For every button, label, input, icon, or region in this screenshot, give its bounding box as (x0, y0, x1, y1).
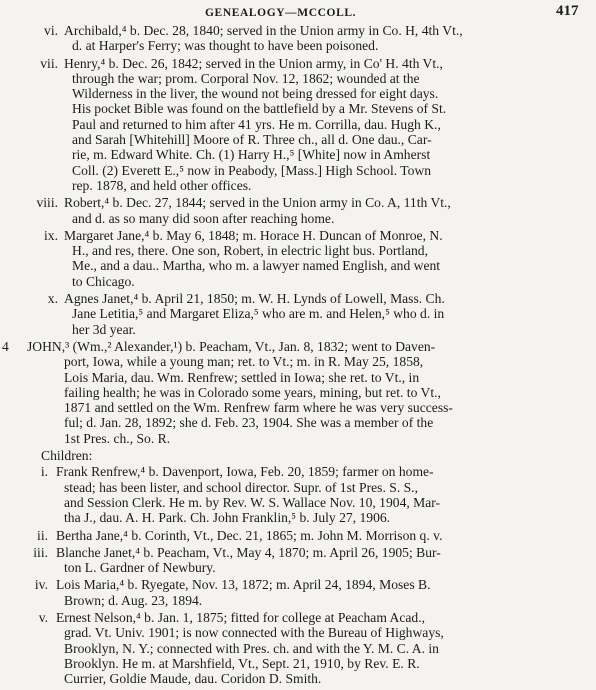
text-line: her 3d year. (72, 321, 136, 337)
text-line: stead; has been lister, and school director. Supr. of 1st Pres. S. S., (64, 479, 418, 495)
text-line: Ernest Nelson,⁴ b. Jan. 1, 1875; fitted for college at Peacham Acad., (56, 609, 426, 625)
text-line: port, Iowa, while a young man; ret. to Vt.; m. in R. May 25, 1858, (64, 354, 424, 370)
genealogy-entry-john (0, 339, 596, 446)
entry-text (64, 23, 582, 54)
text-line: Brooklyn, N. Y.; connected with Pres. ch. and with the Y. M. C. A. in (64, 640, 439, 656)
text-line: ful; d. Jan. 28, 1892; she d. Feb. 23, 1904. She was a member of the (64, 415, 434, 431)
text-line: failing health; he was in Colorado some years, mining, but ret. to Vt., (64, 384, 441, 400)
text-line: ton L. Gardner of Newbury. (64, 560, 216, 576)
entry-number: vii. (40, 55, 58, 71)
entry-number: x. (47, 291, 58, 307)
text-line: Currier, Goldie Maude, dau. Coridon D. Smith. (64, 671, 322, 687)
text-line: d. at Harper's Ferry; was thought to have been poisoned. (72, 38, 379, 54)
child-entry (0, 464, 596, 525)
text-line: H., and res, there. One son, Robert, in electric light bus. Portland, (72, 243, 428, 259)
entry-number: vi. (44, 23, 58, 38)
entry-text (56, 577, 582, 608)
genealogy-entry (0, 56, 596, 194)
entry-number: 4 (2, 338, 9, 354)
text-line: Brooklyn. He m. at Marshfield, Vt., Sept. 21, 1910, by Rev. E. R. (64, 655, 420, 671)
child-entry (0, 610, 596, 686)
page-body (0, 23, 596, 688)
genealogy-entry (0, 195, 596, 226)
text-line: Frank Renfrew,⁴ b. Davenport, Iowa, Feb. 20, 1859; farmer on home- (56, 464, 434, 480)
children-heading: Children: (41, 448, 93, 464)
text-line: Wilderness in the liver, the wound not being dressed for eight days. (72, 86, 439, 102)
entry-text (56, 464, 582, 525)
child-entry (0, 528, 596, 543)
children-list (0, 464, 596, 686)
entry-text (56, 545, 582, 576)
running-title: GENEALOGY—MCCOLL. (205, 7, 357, 19)
john-entry (0, 339, 596, 446)
entry-text (56, 610, 582, 686)
text-line: Paul and returned to him after 41 yrs. He m. Corrilla, dau. Hugh K., (72, 116, 441, 132)
page-number: 417 (556, 3, 579, 19)
entry-text (27, 339, 582, 446)
entry-text (64, 195, 582, 226)
entry-text (56, 528, 582, 543)
text-line: His pocket Bible was found on the battlefield by a Mr. Stevens of St. (72, 101, 447, 117)
text-line: 1871 and settled on the Wm. Renfrew farm where he was very success- (64, 400, 453, 416)
page-header (0, 4, 596, 20)
entry-text (64, 291, 582, 337)
entry-list (0, 23, 596, 337)
text-line: Archibald,⁴ b. Dec. 28, 1840; served in the Union army in Co. H, 4th Vt., (64, 23, 463, 38)
entry-number: iv. (34, 577, 48, 593)
child-entry (0, 545, 596, 576)
text-line: Blanche Janet,⁴ b. Peacham, Vt., May 4, 1870; m. April 26, 1905; Bur- (56, 544, 441, 560)
entry-number: ix. (44, 227, 58, 243)
entry-number: v. (38, 609, 48, 625)
genealogy-entry (0, 228, 596, 289)
text-line: 1st Pres. ch., So. R. (64, 430, 171, 446)
entry-text (64, 228, 582, 289)
text-line: and Sarah [Whitehill] Moore of R. Three ch., all d. One dau., Car- (72, 132, 432, 148)
text-line: and Session Clerk. He m. by Rev. W. S. Wallace Nov. 10, 1904, Mar- (64, 494, 441, 510)
child-entry (0, 577, 596, 608)
text-line: Henry,⁴ b. Dec. 26, 1842; served in the Union army, in Co' H. 4th Vt., (64, 55, 443, 71)
text-line: Coll. (2) Everett E.,⁵ now in Peabody, [Mass.] High School. Town (72, 162, 432, 178)
text-line: Margaret Jane,⁴ b. May 6, 1848; m. Horace H. Duncan of Monroe, N. (64, 227, 443, 243)
text-line: grad. Vt. Univ. 1901; is now connected with the Bureau of Highways, (64, 625, 444, 641)
text-line: to Chicago. (72, 273, 135, 289)
entry-text (64, 56, 582, 194)
entry-number: i. (40, 464, 48, 480)
text-line: Me., and a dau.. Martha, who m. a lawyer named English, and went (72, 258, 441, 274)
text-line: Brown; d. Aug. 23, 1894. (64, 592, 203, 608)
text-line: Agnes Janet,⁴ b. April 21, 1850; m. W. H. Lynds of Lowell, Mass. Ch. (64, 291, 445, 307)
text-line: through the war; prom. Corporal Nov. 12, 1862; wounded at the (72, 70, 420, 86)
text-line: rep. 1878, and held other offices. (72, 177, 252, 193)
genealogy-entry (0, 291, 596, 337)
text-line: Jane Letitia,⁵ and Margaret Eliza,⁵ who are m. and Helen,⁵ who d. in (72, 306, 445, 322)
text-line: Bertha Jane,⁴ b. Corinth, Vt., Dec. 21, 1865; m. John M. Morrison q. v. (56, 527, 443, 543)
text-line: rie, m. Edward White. Ch. (1) Harry H.,⁵ [White] now in Amherst (72, 147, 431, 163)
genealogy-entry (0, 23, 596, 54)
text-line: JOHN,³ (Wm.,² Alexander,¹) b. Peacham, Vt., Jan. 8, 1832; went to Daven- (27, 338, 436, 354)
text-line: Lois Maria,⁴ b. Ryegate, Nov. 13, 1872; m. April 24, 1894, Moses B. (56, 577, 431, 593)
entry-number: iii. (33, 544, 48, 560)
text-line: Lois Maria, dau. Wm. Renfrew; settled in Iowa; she ret. to Vt., in (64, 369, 420, 385)
text-line: and d. as so many did soon after reaching home. (72, 210, 335, 226)
text-line: Robert,⁴ b. Dec. 27, 1844; served in the Union army in Co. A, 11th Vt., (64, 195, 451, 211)
entry-number: ii. (37, 527, 48, 543)
entry-number: viii. (36, 195, 58, 211)
text-line: tha J., dau. A. H. Park. Ch. John Franklin,⁵ b. July 27, 1906. (64, 510, 391, 526)
